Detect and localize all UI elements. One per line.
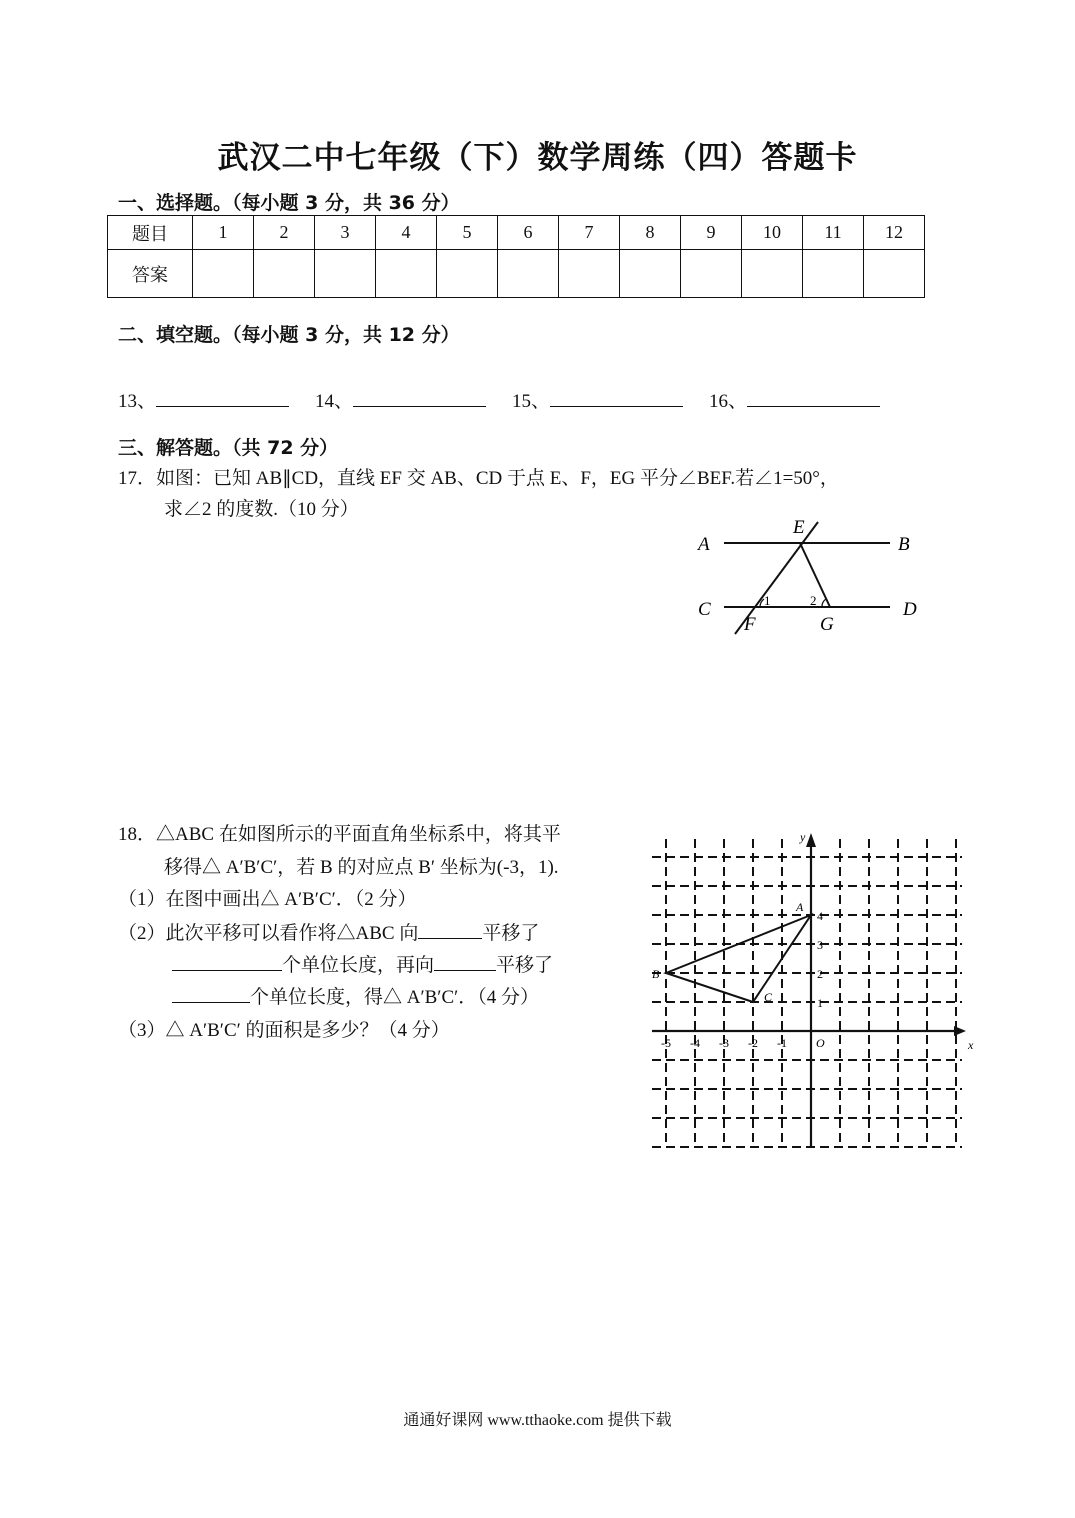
question-number: 10 [742, 216, 803, 250]
answer-table [107, 215, 925, 298]
angle2-arc [822, 599, 826, 607]
point-c-label: C [764, 990, 773, 1004]
row-label-answer: 答案 [108, 250, 193, 298]
q18-part2-line2: 个单位长度，再向 平移了 [172, 950, 553, 982]
x-axis-arrow-icon [954, 1026, 966, 1036]
direction-blank-1[interactable] [418, 920, 482, 939]
fill-item-14: 14、 [315, 386, 486, 413]
label-a: A [698, 534, 710, 555]
y-tick-label: 1 [817, 996, 823, 1010]
q18-part2-line1: （2）此次平移可以看作将△ABC 向 平移了 [118, 918, 539, 950]
label-b: B [898, 534, 910, 555]
label-d: D [903, 599, 917, 620]
triangle-abc [666, 915, 811, 1002]
fill-item-13: 13、 [118, 386, 289, 413]
fill-item-15: 15、 [512, 386, 683, 413]
answer-cell[interactable] [254, 250, 315, 298]
label-f: F [744, 614, 756, 635]
y-axis-label: y [800, 830, 806, 844]
question-number: 1 [193, 216, 254, 250]
q17-figure [690, 510, 930, 640]
q17-line2: 求∠2 的度数.（10 分） [164, 499, 359, 520]
q18-part3: （3）△ A′B′C′ 的面积是多少？（4 分） [118, 1020, 450, 1041]
y-tick-label: 2 [817, 967, 823, 981]
row-label-question: 题目 [108, 216, 193, 250]
footer: 通通好课网 www.tthaoke.com 提供下载 [403, 1412, 672, 1429]
page-title: 武汉二中七年级（下）数学周练（四）答题卡 [217, 140, 858, 176]
label-g: G [820, 614, 834, 635]
units-blank-2[interactable] [172, 984, 250, 1003]
question-number: 8 [620, 216, 681, 250]
x-tick-label: -3 [719, 1036, 729, 1050]
section3-heading: 三、解答题。（共 72 分） [118, 437, 339, 459]
question-number: 6 [498, 216, 559, 250]
question-number: 5 [437, 216, 498, 250]
answer-cell[interactable] [559, 250, 620, 298]
q17-line1: 17．如图：已知 AB∥CD，直线 EF 交 AB、CD 于点 E、F，EG 平分∠BEF.若∠1=50°， [118, 468, 839, 489]
x-tick-label: -2 [748, 1036, 758, 1050]
answer-blank[interactable] [156, 388, 289, 407]
answer-blank[interactable] [747, 388, 880, 407]
question-number: 12 [864, 216, 925, 250]
answer-cell[interactable] [315, 250, 376, 298]
question-number: 11 [803, 216, 864, 250]
question-number: 4 [376, 216, 437, 250]
label-angle1: 1 [764, 593, 771, 608]
answer-cell[interactable] [620, 250, 681, 298]
label-angle2: 2 [810, 593, 817, 608]
y-tick-label: 4 [817, 909, 823, 923]
q18-part2-line3: 个单位长度，得△ A′B′C′．（4 分） [172, 982, 539, 1014]
answer-cell[interactable] [376, 250, 437, 298]
question-number: 7 [559, 216, 620, 250]
q18-line2: 移得△ A′B′C′，若 B 的对应点 B′ 坐标为(-3，1). [164, 857, 559, 878]
answer-cell[interactable] [193, 250, 254, 298]
x-tick-label: -1 [777, 1036, 787, 1050]
answer-cell[interactable] [437, 250, 498, 298]
x-axis-label: x [968, 1038, 974, 1052]
fill-item-16: 16、 [709, 386, 880, 413]
point-b-label: B [652, 967, 660, 981]
coordinate-grid [640, 825, 980, 1155]
answer-cell[interactable] [803, 250, 864, 298]
answer-cell[interactable] [681, 250, 742, 298]
q18-part1: （1）在图中画出△ A′B′C′．（2 分） [118, 889, 417, 910]
answer-cell[interactable] [498, 250, 559, 298]
x-tick-label: -5 [661, 1036, 671, 1050]
section1-heading: 一、选择题。（每小题 3 分，共 36 分） [118, 192, 460, 214]
units-blank-1[interactable] [172, 952, 282, 971]
point-a-label: A [796, 900, 804, 914]
x-tick-label: -4 [690, 1036, 700, 1050]
grid-lines [652, 839, 962, 1147]
y-tick-label: 3 [817, 938, 823, 952]
question-number: 9 [681, 216, 742, 250]
label-c: C [698, 599, 711, 620]
answer-cell[interactable] [864, 250, 925, 298]
answer-blank[interactable] [550, 388, 683, 407]
label-e: E [793, 517, 805, 538]
direction-blank-2[interactable] [434, 952, 496, 971]
section2-heading: 二、填空题。（每小题 3 分，共 12 分） [118, 324, 460, 346]
question-number: 3 [315, 216, 376, 250]
answer-cell[interactable] [742, 250, 803, 298]
origin-label: O [816, 1036, 825, 1050]
answer-blank[interactable] [353, 388, 486, 407]
question-number: 2 [254, 216, 315, 250]
y-axis-arrow-icon [806, 833, 816, 847]
q18-line1: 18．△ABC 在如图所示的平面直角坐标系中，将其平 [118, 824, 561, 845]
